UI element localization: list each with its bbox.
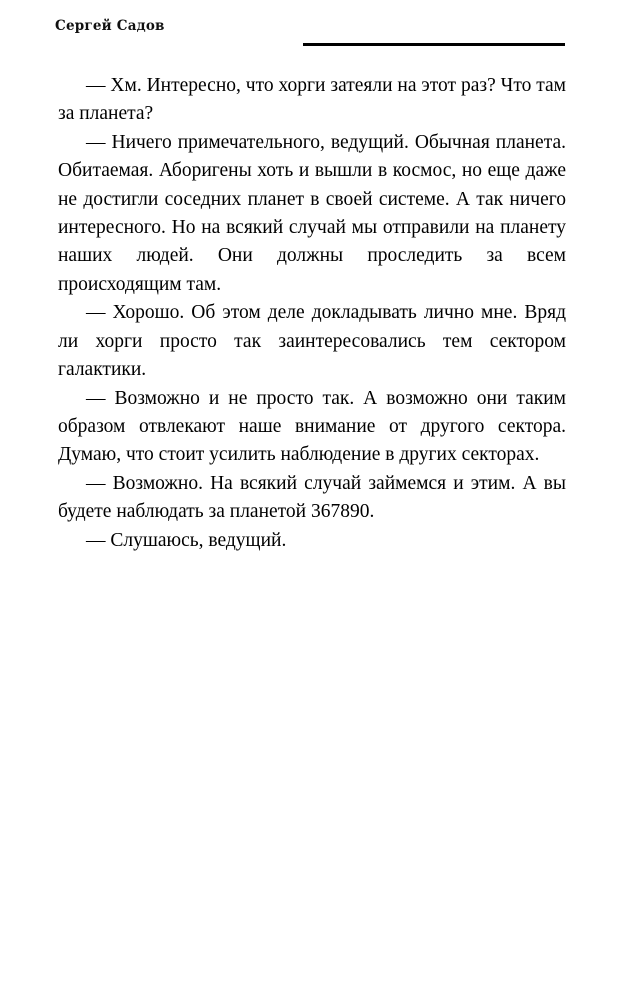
page-body	[58, 72, 566, 556]
paragraph: — Ничего примечательного, ведущий. Обычная планета. Обитаемая. Аборигены хоть и вышли в космос, но еще даже не достигли соседних планет в своей системе. А так ничего интересного. Но на всякий случай мы отправили на планету наших людей. Они должны проследить за всем происходящим там.	[58, 132, 566, 295]
paragraph: — Хм. Интересно, что хорги затеяли на этот раз? Что там за планета?	[58, 75, 566, 125]
header-divider	[303, 43, 565, 46]
paragraph: — Хорошо. Об этом деле докладывать лично мне. Вряд ли хорги просто так заинтересовались тем сектором галактики.	[58, 302, 566, 380]
paragraph: — Возможно и не просто так. А возможно они таким образом отвлекают наше внимание от другого сектора. Думаю, что стоит усилить наблюдение в других секторах.	[58, 387, 566, 466]
paragraph: — Возможно. На всякий случай займемся и этим. А вы будете наблюдать за планетой 367890.	[58, 473, 566, 523]
paragraph: — Слушаюсь, ведущий.	[86, 530, 287, 552]
page-header	[55, 18, 565, 48]
running-title: Сергей Садов	[55, 18, 165, 34]
